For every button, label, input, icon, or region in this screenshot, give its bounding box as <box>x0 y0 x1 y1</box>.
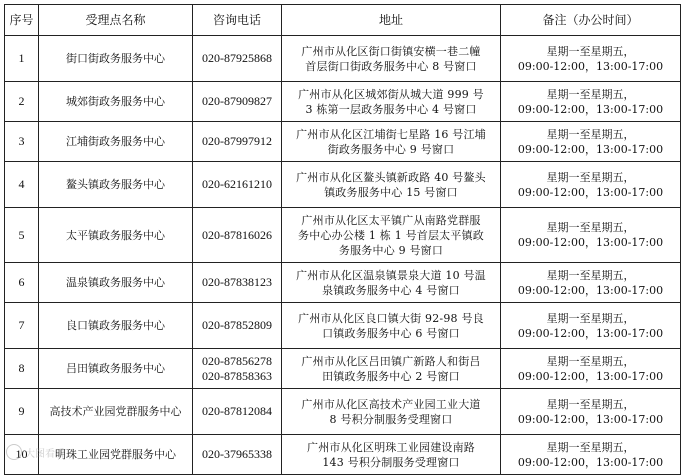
watermark-logo-icon <box>6 444 22 460</box>
cell-phone <box>193 36 282 82</box>
note-line: 星期一至星期五， <box>546 170 635 184</box>
note-line: 星期一至星期五， <box>546 397 635 411</box>
cell-index: 3 <box>5 122 39 162</box>
address-line: 务中心办公楼 1 栋 1 号首层太平镇政 <box>298 228 484 242</box>
cell-note <box>501 435 681 475</box>
cell-note <box>501 82 681 122</box>
cell-note <box>501 162 681 208</box>
cell-index: 1 <box>5 36 39 82</box>
address-line: 广州市从化区太平镇广从南路党群服 <box>301 213 481 227</box>
note-line: 09:00-12:00，13:00-17:00 <box>517 59 664 73</box>
address-line: 镇政务服务中心 15 号窗口 <box>324 185 458 199</box>
note-line: 星期一至星期五， <box>546 44 635 58</box>
header-phone: 咨询电话 <box>193 5 282 36</box>
note-line: 星期一至星期五， <box>546 354 635 368</box>
note-line: 星期一至星期五， <box>546 311 635 325</box>
phone-number: 020-87852809 <box>202 318 272 332</box>
address-line: 首层街口街政务服务中心 8 号窗口 <box>305 59 477 73</box>
table-row <box>5 82 681 122</box>
phone-number: 020-87816026 <box>202 227 272 242</box>
note-line: 星期一至星期五， <box>546 440 635 454</box>
cell-note <box>501 36 681 82</box>
address-line: 广州市从化区温泉镇景泉大道 10 号温 <box>296 268 486 282</box>
phone-number: 020-62161210 <box>202 177 272 191</box>
address-line: 口镇政务服务中心 6 号窗口 <box>322 326 460 340</box>
table-row <box>5 263 681 303</box>
table-header-row <box>5 5 681 36</box>
note-line: 09:00-12:00，13:00-17:00 <box>517 236 664 249</box>
cell-phone <box>193 349 282 389</box>
cell-note <box>501 122 681 162</box>
table-row <box>5 162 681 208</box>
note-line: 09:00-12:00，13:00-17:00 <box>517 283 664 297</box>
header-note: 备注（办公时间） <box>501 5 681 36</box>
cell-phone <box>193 435 282 475</box>
cell-index: 2 <box>5 82 39 122</box>
table-body <box>5 36 681 475</box>
note-line: 09:00-12:00，13:00-17:00 <box>517 102 664 116</box>
cell-index: 10 <box>5 435 39 475</box>
cell-address <box>282 263 501 303</box>
watermark-text: 大图看看 <box>25 448 65 460</box>
cell-office: 吕田镇政务服务中心 <box>39 349 193 389</box>
header-address: 地址 <box>282 5 501 36</box>
table-row <box>5 36 681 82</box>
note-line: 09:00-12:00，13:00-17:00 <box>517 326 664 340</box>
cell-address <box>282 435 501 475</box>
cell-index: 6 <box>5 263 39 303</box>
address-line: 广州市从化区街口街镇安横一巷二幢 <box>301 44 481 58</box>
note-line: 09:00-12:00，13:00-17:00 <box>517 185 664 199</box>
cell-address <box>282 82 501 122</box>
cell-phone <box>193 122 282 162</box>
table-row <box>5 122 681 162</box>
cell-index: 5 <box>5 208 39 263</box>
cell-office: 鳌头镇政务服务中心 <box>39 162 193 208</box>
cell-office: 街口街政务服务中心 <box>39 36 193 82</box>
cell-index: 7 <box>5 303 39 349</box>
cell-phone <box>193 162 282 208</box>
watermark <box>6 444 65 460</box>
cell-note <box>501 349 681 389</box>
phone-number: 020-87812084 <box>202 404 272 418</box>
note-line: 星期一至星期五， <box>546 268 635 282</box>
cell-address <box>282 303 501 349</box>
table-row <box>5 208 681 263</box>
address-line: 泉镇政务服务中心 4 号窗口 <box>322 283 460 297</box>
cell-note <box>501 208 681 263</box>
cell-phone <box>193 208 282 263</box>
address-line: 广州市从化区良口镇大街 92-98 号良 <box>298 311 484 325</box>
cell-office: 城郊街政务服务中心 <box>39 82 193 122</box>
cell-address <box>282 349 501 389</box>
cell-address <box>282 162 501 208</box>
address-line: 务服务中心 9 号窗口 <box>338 243 444 257</box>
table-row <box>5 435 681 475</box>
cell-office: 良口镇政务服务中心 <box>39 303 193 349</box>
address-line: 广州市从化区高技术产业园工业大道 <box>301 397 481 411</box>
cell-office: 明珠工业园党群服务中心 <box>39 435 193 475</box>
address-line: 143 号积分制服务受理窗口 <box>322 455 460 469</box>
note-line: 09:00-12:00，13:00-17:00 <box>517 412 664 426</box>
address-line: 广州市从化区吕田镇广新路人和街吕 <box>301 354 481 368</box>
service-centers-table <box>4 4 681 475</box>
address-line: 街政务服务中心 9 号窗口 <box>327 142 455 156</box>
note-line: 星期一至星期五， <box>546 87 635 101</box>
cell-phone <box>193 82 282 122</box>
address-line: 田镇政务服务中心 2 号窗口 <box>322 369 460 383</box>
table-row <box>5 349 681 389</box>
note-line: 星期一至星期五， <box>546 221 635 234</box>
cell-index: 9 <box>5 389 39 435</box>
cell-address <box>282 122 501 162</box>
address-line: 广州市从化区明珠工业园建设南路 <box>307 440 475 454</box>
cell-phone <box>193 303 282 349</box>
note-line: 09:00-12:00，13:00-17:00 <box>517 369 664 383</box>
cell-phone <box>193 389 282 435</box>
phone-number: 020-37965338 <box>202 447 272 461</box>
table-row <box>5 303 681 349</box>
table-row <box>5 389 681 435</box>
cell-office: 太平镇政务服务中心 <box>39 208 193 263</box>
phone-number: 020-87856278 <box>202 353 272 368</box>
cell-index: 4 <box>5 162 39 208</box>
cell-index: 8 <box>5 349 39 389</box>
phone-number: 020-87997912 <box>202 134 272 148</box>
address-line: 3 栋第一层政务服务中心 4 号窗口 <box>305 102 477 116</box>
cell-note <box>501 389 681 435</box>
cell-office: 高技术产业园党群服务中心 <box>39 389 193 435</box>
cell-phone <box>193 263 282 303</box>
header-index: 序号 <box>5 5 39 36</box>
phone-number: 020-87925868 <box>202 51 272 65</box>
note-line: 星期一至星期五， <box>546 127 635 141</box>
phone-number: 020-87909827 <box>202 94 272 108</box>
address-line: 广州市从化区城郊街从城大道 999 号 <box>298 87 484 101</box>
address-line: 广州市从化区鳌头镇新政路 40 号鳌头 <box>296 170 486 184</box>
header-office: 受理点名称 <box>39 5 193 36</box>
phone-number: 020-87838123 <box>202 275 272 289</box>
address-line: 8 号积分制服务受理窗口 <box>329 412 453 426</box>
cell-office: 江埔街政务服务中心 <box>39 122 193 162</box>
note-line: 09:00-12:00，13:00-17:00 <box>517 455 664 469</box>
cell-note <box>501 303 681 349</box>
cell-office: 温泉镇政务服务中心 <box>39 263 193 303</box>
cell-address <box>282 389 501 435</box>
phone-number: 020-87858363 <box>202 368 272 383</box>
cell-address <box>282 36 501 82</box>
cell-note <box>501 263 681 303</box>
address-line: 广州市从化区江埔街七星路 16 号江埔 <box>296 127 486 141</box>
cell-address <box>282 208 501 263</box>
note-line: 09:00-12:00，13:00-17:00 <box>517 142 664 156</box>
